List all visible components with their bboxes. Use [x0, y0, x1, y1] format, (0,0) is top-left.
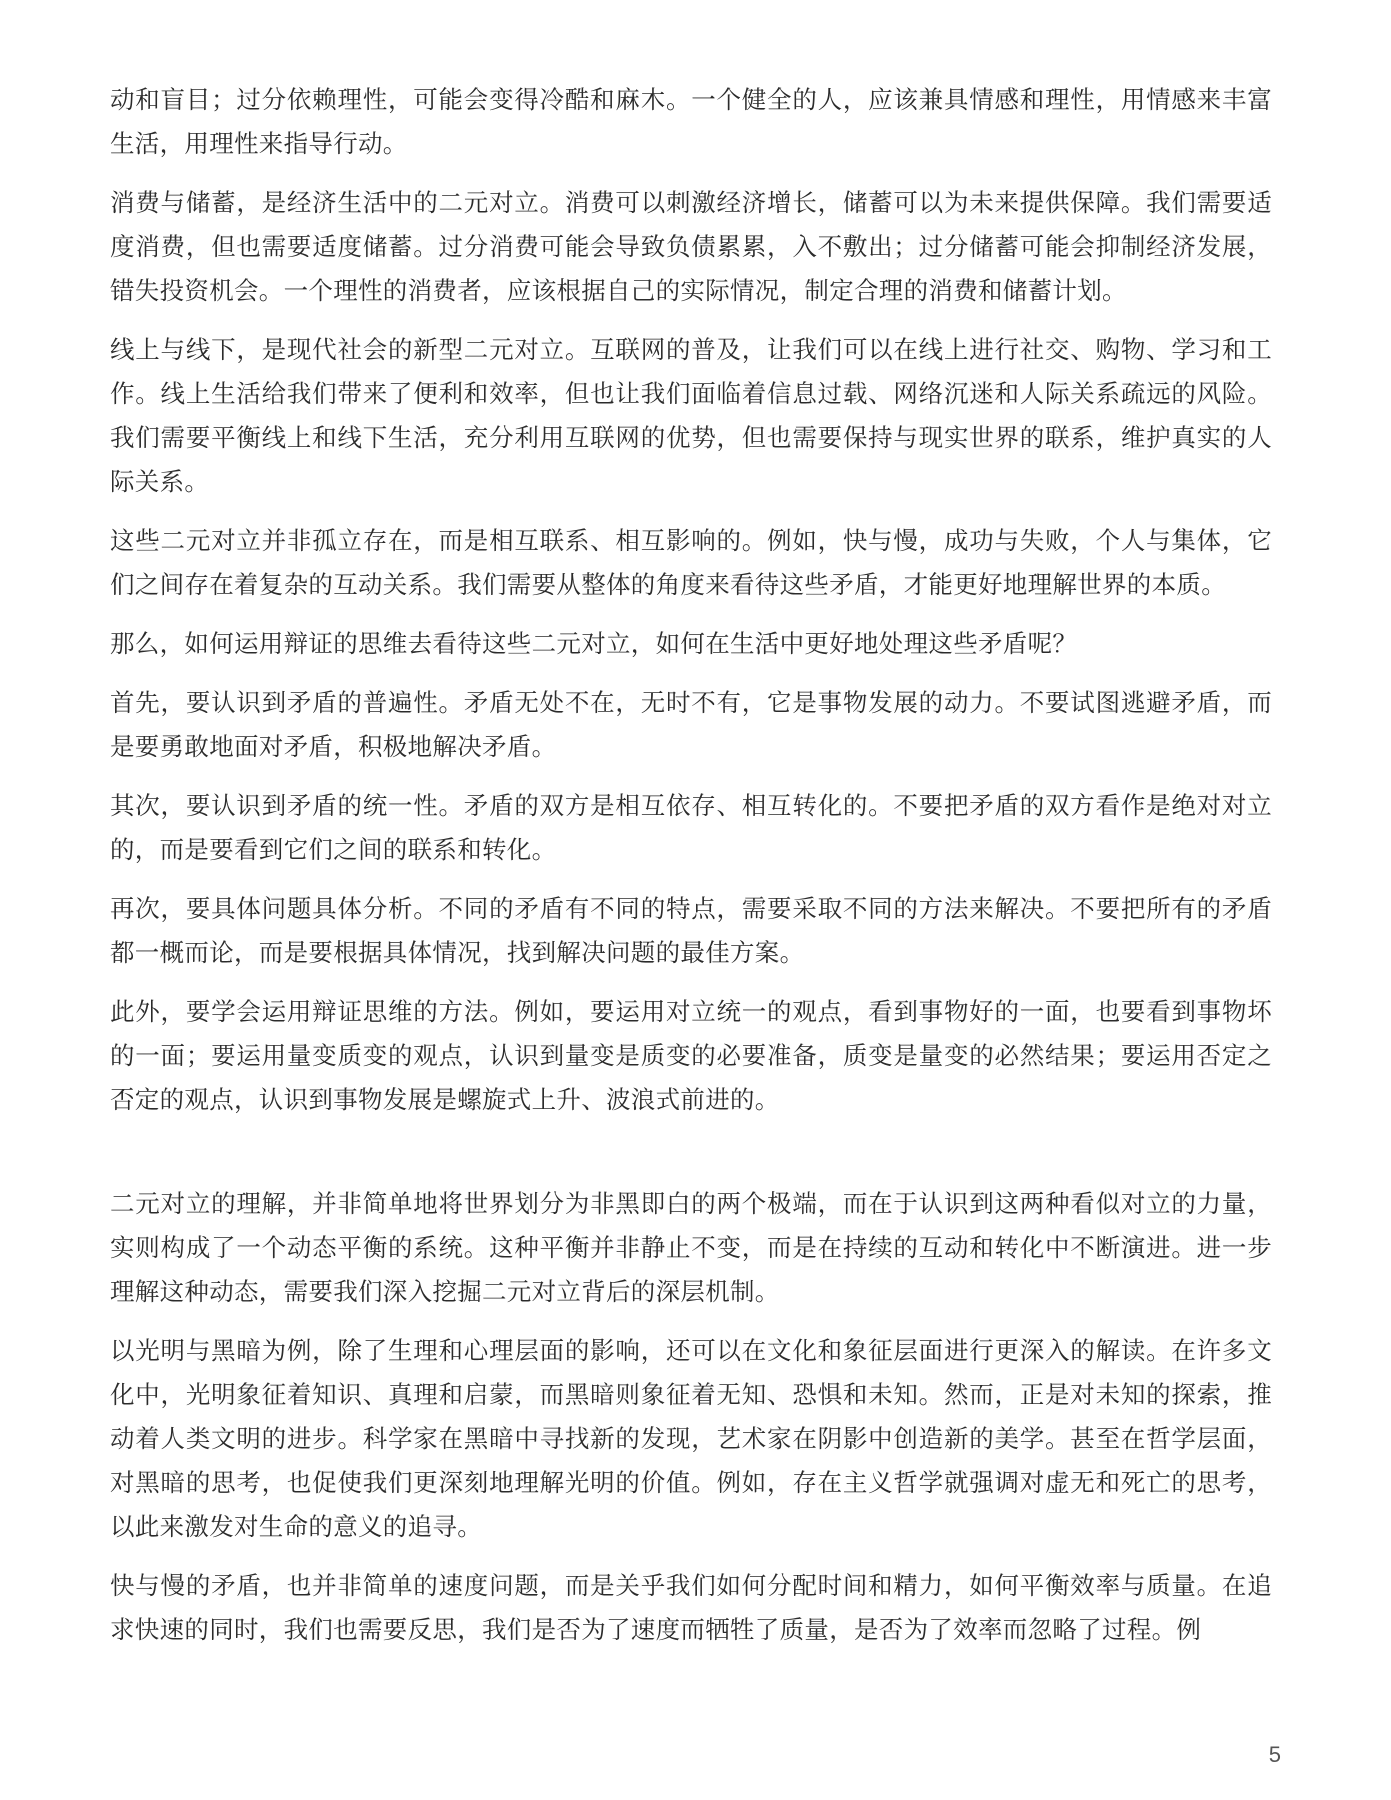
paragraph: 那么，如何运用辩证的思维去看待这些二元对立，如何在生活中更好地处理这些矛盾呢？	[110, 629, 1078, 658]
page-number: 5	[1268, 1742, 1281, 1767]
paragraph: 其次，要认识到矛盾的统一性。矛盾的双方是相互依存、相互转化的。不要把矛盾的双方看作是绝对对立的，而是要看到它们之间的联系和转化。	[110, 791, 1272, 864]
paragraph: 首先，要认识到矛盾的普遍性。矛盾无处不在，无时不有，它是事物发展的动力。不要试图逃避矛盾，而是要勇敢地面对矛盾，积极地解决矛盾。	[110, 688, 1272, 761]
paragraph: 以光明与黑暗为例，除了生理和心理层面的影响，还可以在文化和象征层面进行更深入的解读。在许多文化中，光明象征着知识、真理和启蒙，而黑暗则象征着无知、恐惧和未知。然而，正是对未知的探索，推动着人类文明的进步。科学家在黑暗中寻找新的发现，艺术家在阴影中创造新的美学。甚至在哲学层面，对黑暗的思考，也促使我们更深刻地理解光明的价值。例如，存在主义哲学就强调对虚无和死亡的思考，以此来激发对生命的意义的追寻。	[110, 1336, 1272, 1541]
paragraph: 二元对立的理解，并非简单地将世界划分为非黑即白的两个极端，而在于认识到这两种看似对立的力量，实则构成了一个动态平衡的系统。这种平衡并非静止不变，而是在持续的互动和转化中不断演进。进一步理解这种动态，需要我们深入挖掘二元对立背后的深层机制。	[110, 1189, 1272, 1306]
paragraph: 动和盲目；过分依赖理性，可能会变得冷酷和麻木。一个健全的人，应该兼具情感和理性，用情感来丰富生活，用理性来指导行动。	[110, 85, 1272, 158]
paragraph: 再次，要具体问题具体分析。不同的矛盾有不同的特点，需要采取不同的方法来解决。不要把所有的矛盾都一概而论，而是要根据具体情况，找到解决问题的最佳方案。	[110, 894, 1272, 967]
paragraph: 快与慢的矛盾，也并非简单的速度问题，而是关乎我们如何分配时间和精力，如何平衡效率与质量。在追求快速的同时，我们也需要反思，我们是否为了速度而牺牲了质量，是否为了效率而忽略了过程。例	[110, 1571, 1272, 1644]
document-page	[110, 78, 1272, 1667]
paragraph: 线上与线下，是现代社会的新型二元对立。互联网的普及，让我们可以在线上进行社交、购物、学习和工作。线上生活给我们带来了便利和效率，但也让我们面临着信息过载、网络沉迷和人际关系疏远的风险。我们需要平衡线上和线下生活，充分利用互联网的优势，但也需要保持与现实世界的联系，维护真实的人际关系。	[110, 335, 1272, 496]
paragraph: 消费与储蓄，是经济生活中的二元对立。消费可以刺激经济增长，储蓄可以为未来提供保障。我们需要适度消费，但也需要适度储蓄。过分消费可能会导致负债累累，入不敷出；过分储蓄可能会抑制经济发展，错失投资机会。一个理性的消费者，应该根据自己的实际情况，制定合理的消费和储蓄计划。	[110, 188, 1272, 305]
paragraph: 这些二元对立并非孤立存在，而是相互联系、相互影响的。例如，快与慢，成功与失败，个人与集体，它们之间存在着复杂的互动关系。我们需要从整体的角度来看待这些矛盾，才能更好地理解世界的本质。	[110, 526, 1272, 599]
paragraph: 此外，要学会运用辩证思维的方法。例如，要运用对立统一的观点，看到事物好的一面，也要看到事物坏的一面；要运用量变质变的观点，认识到量变是质变的必要准备，质变是量变的必然结果；要运用否定之否定的观点，认识到事物发展是螺旋式上升、波浪式前进的。	[110, 997, 1272, 1114]
